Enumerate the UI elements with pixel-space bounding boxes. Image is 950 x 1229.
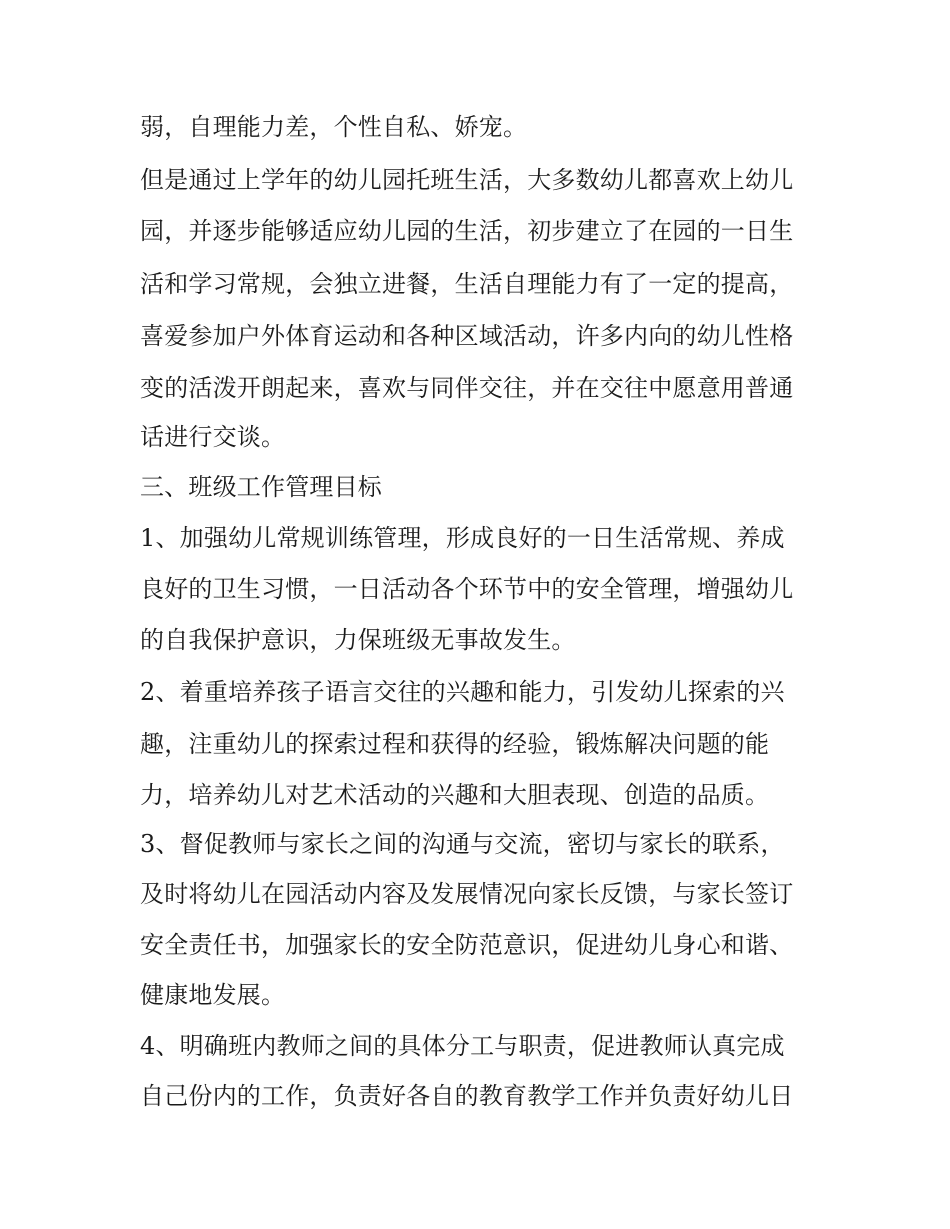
text-line-12: 2、着重培养孩子语言交往的兴趣和能力，引发幼儿探索的兴 [140, 678, 785, 706]
text-line-3: 园，并逐步能够适应幼儿园的生活，初步建立了在园的一日生 [140, 217, 794, 245]
text-line-7: 话进行交谈。 [140, 423, 286, 451]
text-line-9: 1、加强幼儿常规训练管理，形成良好的一日生活常规、养成 [140, 524, 785, 552]
text-line-17: 安全责任书，加强家长的安全防范意识，促进幼儿身心和谐、 [140, 931, 794, 959]
text-line-19: 4、明确班内教师之间的具体分工与职责，促进教师认真完成 [140, 1032, 785, 1060]
text-line-2: 但是通过上学年的幼儿园托班生活，大多数幼儿都喜欢上幼儿 [140, 166, 794, 194]
text-line-15: 3、督促教师与家长之间的沟通与交流，密切与家长的联系， [140, 830, 785, 858]
section-heading: 三、班级工作管理目标 [140, 473, 382, 501]
text-line-18: 健康地发展。 [140, 981, 286, 1009]
text-line-4: 活和学习常规，会独立进餐，生活自理能力有了一定的提高， [140, 270, 794, 298]
text-line-14: 力，培养幼儿对艺术活动的兴趣和大胆表现、创造的品质。 [140, 781, 770, 809]
text-line-6: 变的活泼开朗起来，喜欢与同伴交往，并在交往中愿意用普通 [140, 374, 794, 402]
text-line-13: 趣，注重幼儿的探索过程和获得的经验，锻炼解决问题的能 [140, 730, 770, 758]
text-line-16: 及时将幼儿在园活动内容及发展情况向家长反馈，与家长签订 [140, 880, 794, 908]
text-line-20: 自己份内的工作，负责好各自的教育教学工作并负责好幼儿日 [140, 1082, 794, 1110]
text-line-10: 良好的卫生习惯，一日活动各个环节中的安全管理，增强幼儿 [140, 575, 794, 603]
text-line-11: 的自我保护意识，力保班级无事故发生。 [140, 626, 576, 654]
text-line-1: 弱，自理能力差，个性自私、娇宠。 [140, 113, 528, 141]
text-line-5: 喜爱参加户外体育运动和各种区域活动，许多内向的幼儿性格 [140, 322, 794, 350]
